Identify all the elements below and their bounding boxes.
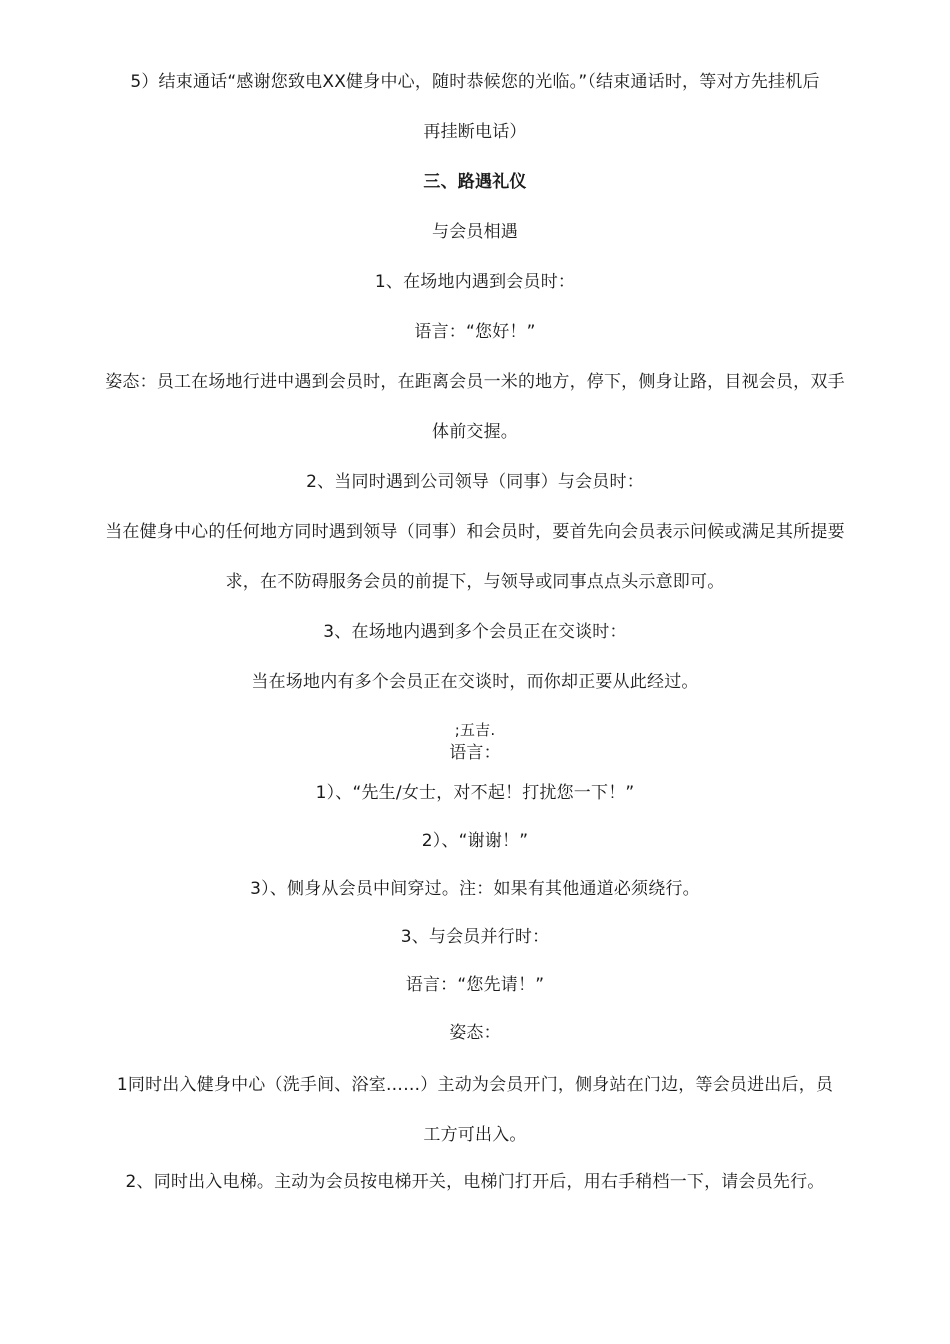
item-heading-3: 3、在场地内遇到多个会员正在交谈时： xyxy=(323,622,627,642)
paragraph-door: 1同时出入健身中心（洗手间、浴室……）主动为会员开门，侧身站在门边，等会员进出后，员 xyxy=(116,1075,834,1095)
language-item-2: 2）、“谢谢！” xyxy=(421,831,529,851)
language-line-2: 语言：“您先请！” xyxy=(405,975,545,995)
item-heading-2: 2、当同时遇到公司领导（同事）与会员时： xyxy=(306,472,644,492)
paragraph-leader-member-cont: 求，在不防碍服务会员的前提下，与领导或同事点点头示意即可。 xyxy=(225,572,725,592)
posture-label: 姿态： xyxy=(449,1023,501,1043)
subheading-meeting-members: 与会员相遇 xyxy=(432,222,518,242)
section-heading: 三、路遇礼仪 xyxy=(423,172,527,192)
paragraph-members-talking: 当在场地内有多个会员正在交谈时，而你却正要从此经过。 xyxy=(251,672,699,692)
paragraph-call-ending-cont: 再挂断电话） xyxy=(423,122,527,142)
paragraph-elevator: 2、同时出入电梯。主动为会员按电梯开关，电梯门打开后，用右手稍档一下，请会员先行。 xyxy=(125,1172,825,1192)
language-label: 语言： xyxy=(449,743,501,763)
language-line: 语言：“您好！” xyxy=(414,322,536,342)
language-item-1: 1）、“先生/女士，对不起！打扰您一下！” xyxy=(315,783,635,803)
item-heading-parallel: 3、与会员并行时： xyxy=(400,927,550,947)
paragraph-door-cont: 工方可出入。 xyxy=(423,1125,527,1145)
paragraph-leader-member: 当在健身中心的任何地方同时遇到领导（同事）和会员时，要首先向会员表示问候或满足其所提要 xyxy=(105,522,845,542)
posture-paragraph-cont: 体前交握。 xyxy=(432,422,518,442)
paragraph-call-ending: 5）结束通话“感谢您致电XX健身中心，随时恭候您的光临。”（结束通话时，等对方先挂机后 xyxy=(130,72,820,92)
stray-text: ;五吉. xyxy=(454,721,496,739)
item-heading-1: 1、在场地内遇到会员时： xyxy=(374,272,576,292)
posture-paragraph: 姿态：员工在场地行进中遇到会员时，在距离会员一米的地方，停下，侧身让路，目视会员，双手 xyxy=(105,372,845,392)
language-item-3: 3）、侧身从会员中间穿过。注：如果有其他通道必须绕行。 xyxy=(250,879,700,899)
